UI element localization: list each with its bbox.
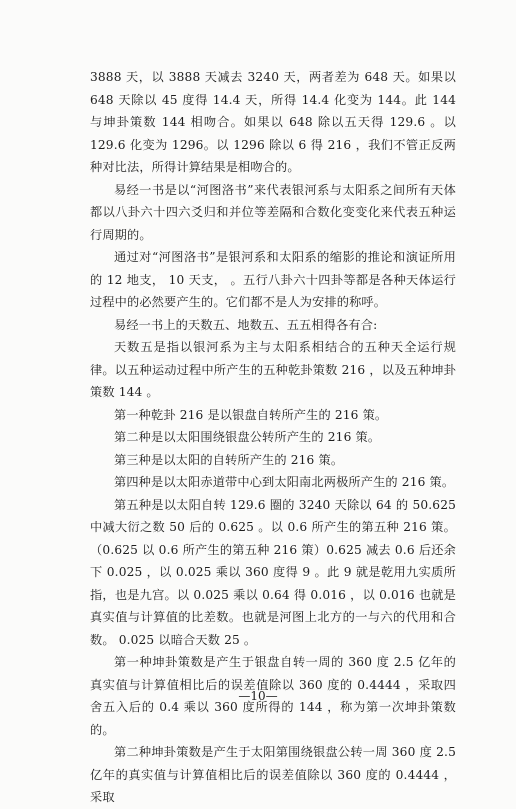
paragraph: 第三种是以太阳的自转所产生的 216 策。 [114,452,344,467]
paragraph: 天数五是指以银河系为主与太阳系相结合的五种天全运行规律。以五种运动过程中所产生的五种乾卦策数 216 ，以及五种坤卦策数 144 。 [90,340,456,399]
paragraph: 3888 天，以 3888 天减去 3240 天，两者差为 648 天。如果以 648 天除以 45 度得 14.4 天，所得 14.4 化变为 144。此 144 与坤卦策数 144 相吻合。如果以 648 除以五天得 129.6 。以 129.6 化变为 1296。以 1296 除以 6 得 216 ，我们不管正反两种对比法，所得计算结果是相吻合的。 [90,70,456,174]
page-number: —10— [238,689,278,703]
paragraph: 第一种坤卦策数是产生于银盘自转一周的 360 度 2.5 亿年的真实值与计算值相比后的误差值除以 360 度的 0.4444 ，采取四舍五入后的 0.4 乘以 360 度所得的 144 ，称为第一次坤卦策数的。 [90,655,456,737]
paragraph: 通过对“河图洛书”是银河系和太阳系的缩影的推论和演证所用的 12 地支， 10 天支， 。五行八卦六十四卦等都是各种天体运行过程中的必然要产生的。它们都不是人为安排的称呼。 [90,250,456,309]
paragraph: 第四种是以太阳赤道带中心到太阳南北两极所产生的 216 策。 [114,475,455,489]
paragraph: 第五种是以太阳自转 129.6 圈的 3240 天除以 64 的 50.625 中减大衍之数 50 后的 0.625 。以 0.6 所产生的第五种 216 策。（0.625 以 0.6 所产生的第五种 216 策）0.625 减去 0.6 后还余下 0.025 ，以 0.025 乘以 360 度得 9 。此 9 就是乾用九实质所指，也是九宫。以 0.025 乘以 0.64 得 0.016 ，以 0.016 也就是真实值与计算值的比差数。也就是河图上北方的一与六的代用和合数。 0.025 以暗合天数 25 。 [90,497,456,647]
paragraph: 第二种坤卦策数是产生于太阳第围绕银盘公转一周 360 度 2.5 亿年的真实值与计算值相比后的误差值除以 360 度的 0.4444 ，采取 [90,745,456,804]
paragraph: 易经一书上的天数五、地数五、五五相得各有合: [114,317,378,332]
paragraph: 第一种乾卦 216 是以银盘自转所产生的 216 策。 [114,407,388,422]
paragraph: 第二种是以太阳围绕银盘公转所产生的 216 策。 [114,430,381,444]
paragraph: 易经一书是以“河图洛书”来代表银河系与太阳系之间所有天体都以八卦六十四六爻归和并位等差隔和合数化变变化来代表五种运行周期的。 [90,182,456,242]
